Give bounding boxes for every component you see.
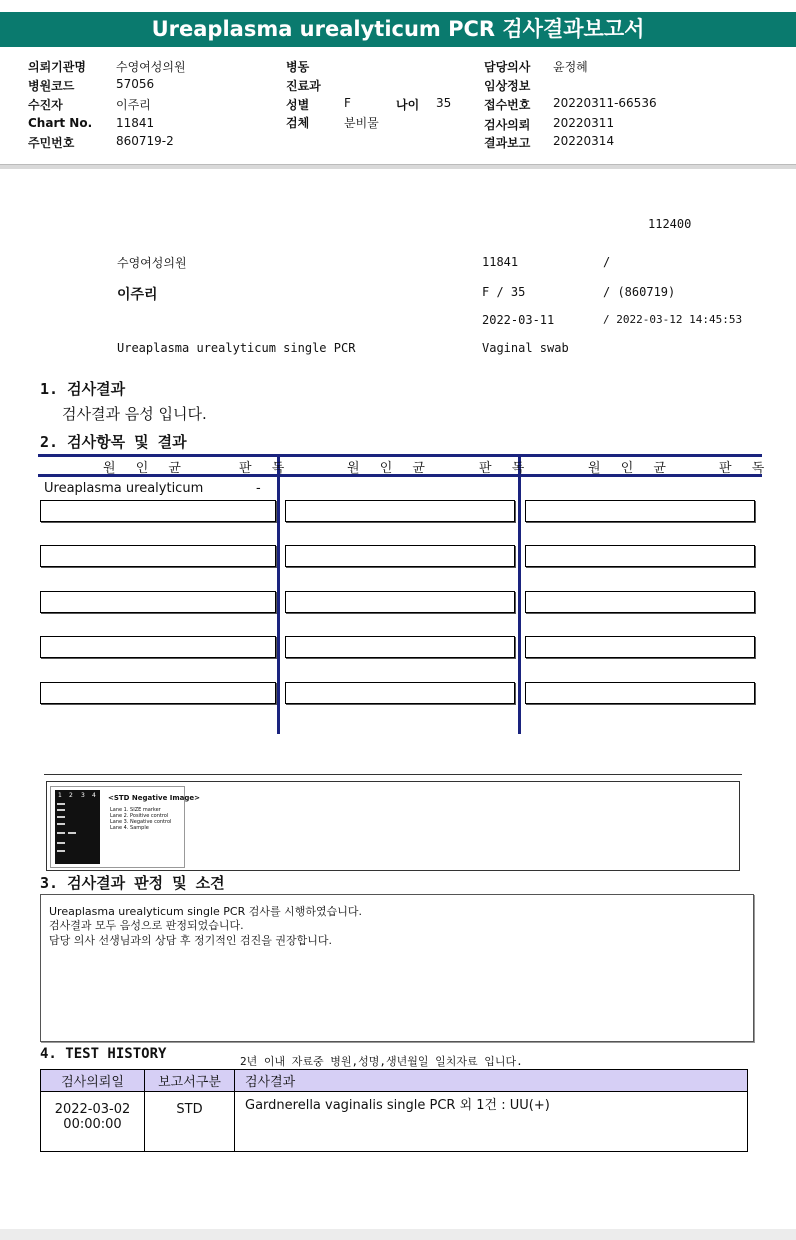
grid-cell xyxy=(525,591,755,613)
grid-cell xyxy=(285,636,515,658)
grid-cell xyxy=(525,636,755,658)
header-value-sex: F xyxy=(344,96,351,110)
grid-column-divider xyxy=(518,454,521,734)
section-3-title: 3. 검사결과 판정 및 소견 xyxy=(40,874,225,892)
history-note: 2년 이내 자료중 병원,성명,생년월일 일치자료 입니다. xyxy=(240,1055,523,1068)
header-value-hospital-code: 57056 xyxy=(116,77,155,91)
header-label-receipt-no: 접수번호 xyxy=(484,98,531,112)
header-label-sex: 성별 xyxy=(286,98,310,112)
history-time: 00:00:00 xyxy=(63,1117,122,1132)
gel-band xyxy=(57,832,65,834)
header-label-hospital-code: 병원코드 xyxy=(28,79,75,93)
header-value-report-date: 20220314 xyxy=(553,134,615,148)
grid-cell xyxy=(40,682,276,704)
header-label-patient: 수진자 xyxy=(28,98,63,112)
header-label-request-date: 검사의뢰 xyxy=(484,118,531,132)
grid-column-divider xyxy=(277,454,280,734)
info-sex-age: F / 35 xyxy=(482,285,526,299)
history-date: 2022-03-02 xyxy=(54,1102,131,1117)
gel-lane-number: 4 xyxy=(92,792,96,799)
info-date-reported: / 2022-03-12 14:45:53 xyxy=(603,313,743,326)
header-label-chart-no: Chart No. xyxy=(28,116,93,130)
gel-band xyxy=(68,832,76,834)
header-label-department: 진료과 xyxy=(286,79,321,93)
grid-row-organism: Ureaplasma urealyticum xyxy=(44,481,204,496)
grid-cell xyxy=(525,682,755,704)
header-divider xyxy=(0,164,796,169)
gel-lane-number: 1 xyxy=(58,792,62,799)
grid-cell xyxy=(40,636,276,658)
header-label-report-date: 결과보고 xyxy=(484,136,531,150)
info-date-received: 2022-03-11 xyxy=(482,313,555,327)
info-chart-separator: / xyxy=(603,255,611,269)
gel-band xyxy=(57,850,65,852)
grid-cell xyxy=(285,591,515,613)
header-value-doctor: 윤정혜 xyxy=(553,60,588,74)
info-specimen: Vaginal swab xyxy=(482,341,569,355)
header-label-clinical-info: 임상정보 xyxy=(484,79,531,93)
grid-row-result: - xyxy=(256,481,261,496)
header-value-request-date: 20220311 xyxy=(553,116,615,130)
grid-header-organism: 원 인 균 xyxy=(103,461,189,476)
info-clinic: 수영여성의원 xyxy=(117,256,187,270)
history-header-type: 보고서구분 xyxy=(145,1070,235,1092)
grid-cell xyxy=(525,500,755,522)
opinion-line: 담당 의사 선생님과의 상담 후 정기적인 검진을 권장합니다. xyxy=(49,934,332,947)
gel-legend-item: Lane 2. Positive control xyxy=(110,813,169,819)
gel-band xyxy=(57,823,65,825)
header-value-id-number: 860719-2 xyxy=(116,134,174,148)
grid-cell xyxy=(285,682,515,704)
grid-header-result: 판 독 xyxy=(719,461,773,476)
history-header-result: 검사결과 xyxy=(235,1070,748,1092)
gel-lane-number: 3 xyxy=(81,792,85,799)
header-value-chart-no: 11841 xyxy=(116,116,155,130)
info-chart: 11841 xyxy=(482,255,519,269)
gel-electrophoresis-image xyxy=(55,790,100,864)
section-4-title: 4. TEST HISTORY xyxy=(40,1046,167,1062)
header-label-age: 나이 xyxy=(396,98,420,112)
gel-band xyxy=(57,809,65,811)
info-birth: / (860719) xyxy=(603,285,676,299)
gel-title: <STD Negative Image> xyxy=(108,794,201,802)
header-label-doctor: 담당의사 xyxy=(484,60,531,74)
gel-legend-item: Lane 1. SIZE marker xyxy=(110,807,161,813)
grid-cell xyxy=(525,545,755,567)
section-2-title: 2. 검사항목 및 결과 xyxy=(40,433,187,451)
footer-band xyxy=(0,1229,796,1240)
header-label-specimen: 검체 xyxy=(286,116,310,130)
history-cell-type: STD xyxy=(145,1092,235,1152)
grid-header-organism: 원 인 균 xyxy=(588,461,674,476)
grid-header-result: 판 독 xyxy=(239,461,293,476)
info-patient-name: 이주리 xyxy=(117,287,158,303)
grid-header-organism: 원 인 균 xyxy=(347,461,433,476)
gel-legend-item: Lane 3. Negative control xyxy=(110,819,172,825)
grid-cell xyxy=(40,545,276,567)
grid-header-result: 판 독 xyxy=(479,461,533,476)
table-row xyxy=(41,1092,748,1152)
history-table xyxy=(40,1069,748,1152)
grid-cell xyxy=(285,500,515,522)
gel-band xyxy=(57,816,65,818)
gel-section-divider xyxy=(44,774,742,775)
gel-band xyxy=(57,803,65,805)
opinion-line: 검사결과 모두 음성으로 판정되었습니다. xyxy=(49,919,244,932)
header-label-clinic: 의뢰기관명 xyxy=(28,60,86,74)
grid-cell xyxy=(40,591,276,613)
gel-band xyxy=(57,842,65,844)
info-code: 112400 xyxy=(648,217,692,231)
info-test-name: Ureaplasma urealyticum single PCR xyxy=(117,341,356,355)
header-label-id-number: 주민번호 xyxy=(28,136,75,150)
report-title: Ureaplasma urealyticum PCR 검사결과보고서 xyxy=(0,12,796,47)
report-header xyxy=(0,54,796,164)
section-1-title: 1. 검사결과 xyxy=(40,380,126,398)
header-value-age: 35 xyxy=(436,96,452,110)
grid-cell xyxy=(285,545,515,567)
header-value-clinic: 수영여성의원 xyxy=(116,60,186,74)
gel-legend-item: Lane 4. Sample xyxy=(110,825,149,831)
header-value-receipt-no: 20220311-66536 xyxy=(553,96,657,110)
gel-lane-number: 2 xyxy=(69,792,73,799)
header-label-ward: 병동 xyxy=(286,60,310,74)
history-cell-result: Gardnerella vaginalis single PCR 외 1건 : UU(+) xyxy=(235,1092,748,1152)
history-header-date: 검사의뢰일 xyxy=(41,1070,145,1092)
header-value-patient: 이주리 xyxy=(116,98,151,112)
history-cell-date xyxy=(41,1092,145,1152)
section-1-result: 검사결과 음성 입니다. xyxy=(62,405,207,423)
opinion-line: Ureaplasma urealyticum single PCR 검사를 시행하였습니다. xyxy=(49,905,362,918)
header-value-specimen: 분비물 xyxy=(344,116,379,130)
grid-cell xyxy=(40,500,276,522)
